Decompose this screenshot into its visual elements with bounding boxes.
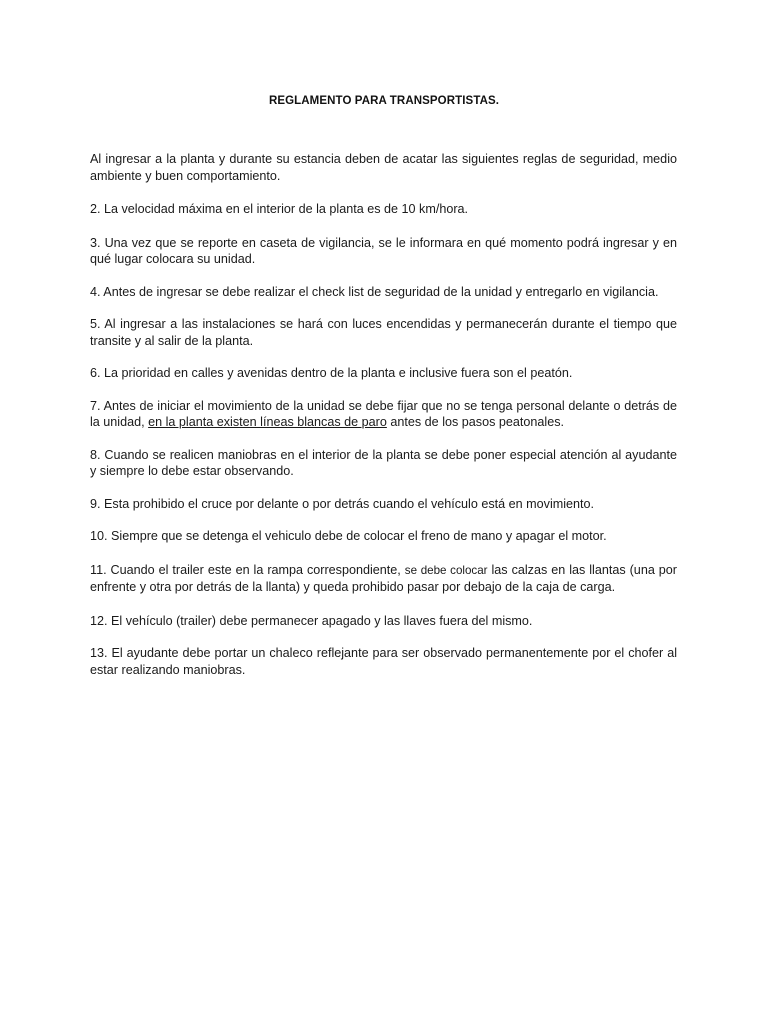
document-title: REGLAMENTO PARA TRANSPORTISTAS. bbox=[268, 95, 500, 107]
rule-11-part-1: 11. Cuando el trailer este en la rampa correspondiente, bbox=[90, 562, 405, 577]
rule-4: 4. Antes de ingresar se debe realizar el check list de seguridad de la unidad y entregarlo en vigilancia. bbox=[90, 284, 659, 299]
document-body bbox=[90, 151, 677, 678]
rule-7-text-before: 7. Antes de iniciar el movimiento de la unidad se debe fijar que no se tenga personal delante o detrás de la unidad, bbox=[90, 398, 677, 429]
intro-paragraph: Al ingresar a la planta y durante su estancia deben de acatar las siguientes reglas de seguridad, medio ambiente y buen comportamiento. bbox=[90, 152, 677, 183]
rule-9: 9. Esta prohibido el cruce por delante o por detrás cuando el vehículo está en movimiento. bbox=[90, 496, 595, 511]
rule-11-part-3: las calzas en las llantas (una por enfrente y otra por detrás de la llanta) y queda prohibido pasar por debajo de la caja de carga. bbox=[90, 562, 677, 594]
rule-5: 5. Al ingresar a las instalaciones se hará con luces encendidas y permanecerán durante el tiempo que transite y al salir de la planta. bbox=[90, 317, 677, 348]
rule-8: 8. Cuando se realicen maniobras en el interior de la planta se debe poner especial atención al ayudante y siempre lo debe estar observando. bbox=[90, 447, 677, 478]
rule-13: 13. El ayudante debe portar un chaleco reflejante para ser observado permanentemente por el chofer al estar realizando maniobras. bbox=[90, 646, 677, 677]
rule-3: 3. Una vez que se reporte en caseta de vigilancia, se le informara en qué momento podrá ingresar y en qué lugar colocara su unidad. bbox=[90, 235, 677, 266]
rule-11 bbox=[90, 562, 677, 596]
rule-10: 10. Siempre que se detenga el vehiculo debe de colocar el freno de mano y apagar el motor. bbox=[90, 529, 607, 543]
rule-7 bbox=[90, 398, 677, 431]
rule-2: 2. La velocidad máxima en el interior de la planta es de 10 km/hora. bbox=[90, 202, 469, 216]
rule-12: 12. El vehículo (trailer) debe permanecer apagado y las llaves fuera del mismo. bbox=[90, 613, 533, 628]
rule-7-text-after: antes de los pasos peatonales. bbox=[386, 415, 565, 429]
rule-6: 6. La prioridad en calles y avenidas dentro de la planta e inclusive fuera son el peatón. bbox=[90, 366, 573, 380]
rule-11-part-2: se debe colocar bbox=[404, 563, 488, 577]
rule-7-underlined-text: en la planta existen líneas blancas de paro bbox=[148, 415, 387, 429]
